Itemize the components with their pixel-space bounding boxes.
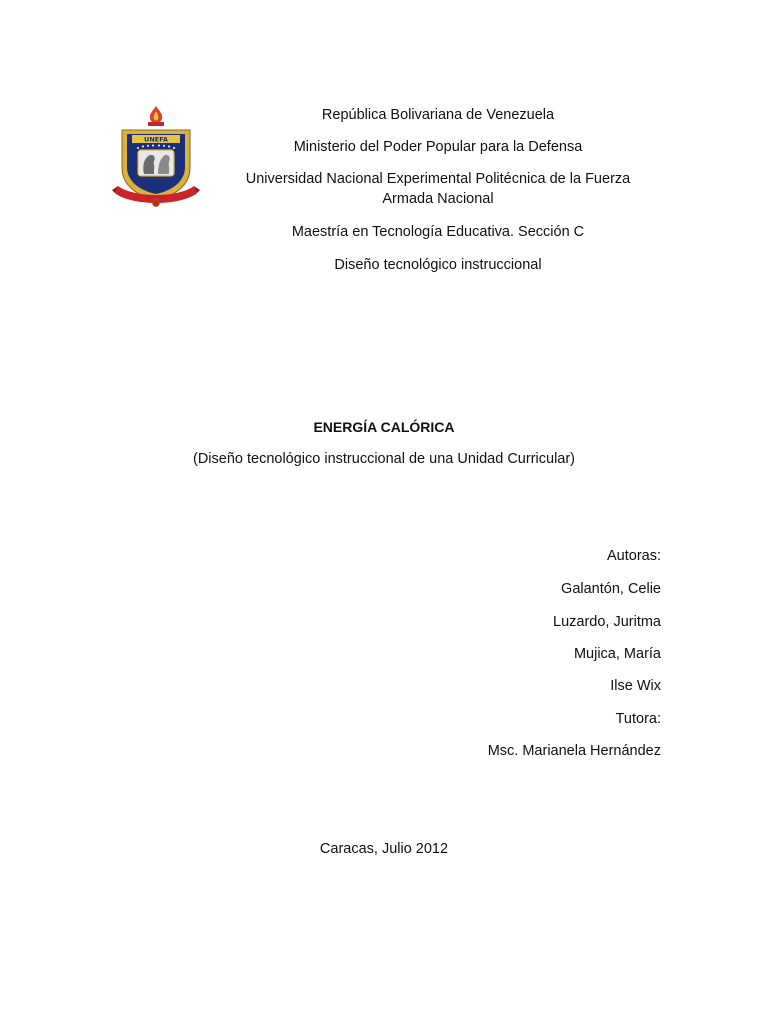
header-university-line-2: Armada Nacional — [382, 191, 494, 207]
author-name: Mujica, María — [573, 646, 661, 662]
header-ministry: Ministerio del Poder Popular para la Defensa — [293, 139, 583, 155]
tutor-label: Tutora: — [615, 711, 661, 727]
author-name: Galantón, Celie — [561, 581, 661, 597]
university-seal-logo — [108, 104, 204, 208]
document-title: ENERGÍA CALÓRICA — [313, 419, 455, 435]
header-republic: República Bolivariana de Venezuela — [321, 107, 555, 123]
place-and-date: Caracas, Julio 2012 — [319, 841, 449, 857]
authors-label: Autoras: — [607, 548, 661, 564]
header-program: Maestría en Tecnología Educativa. Sección C — [291, 224, 585, 240]
header-course: Diseño tecnológico instruccional — [334, 257, 542, 273]
author-name: Luzardo, Juritma — [553, 614, 661, 630]
svg-text:UNEFA: UNEFA — [144, 135, 168, 144]
header-university-line-1: Universidad Nacional Experimental Politécnica de la Fuerza — [245, 171, 631, 187]
author-name: Ilse Wix — [610, 678, 661, 694]
tutor-name: Msc. Marianela Hernández — [487, 743, 661, 759]
document-subtitle: (Diseño tecnológico instruccional de una Unidad Curricular) — [192, 451, 576, 467]
